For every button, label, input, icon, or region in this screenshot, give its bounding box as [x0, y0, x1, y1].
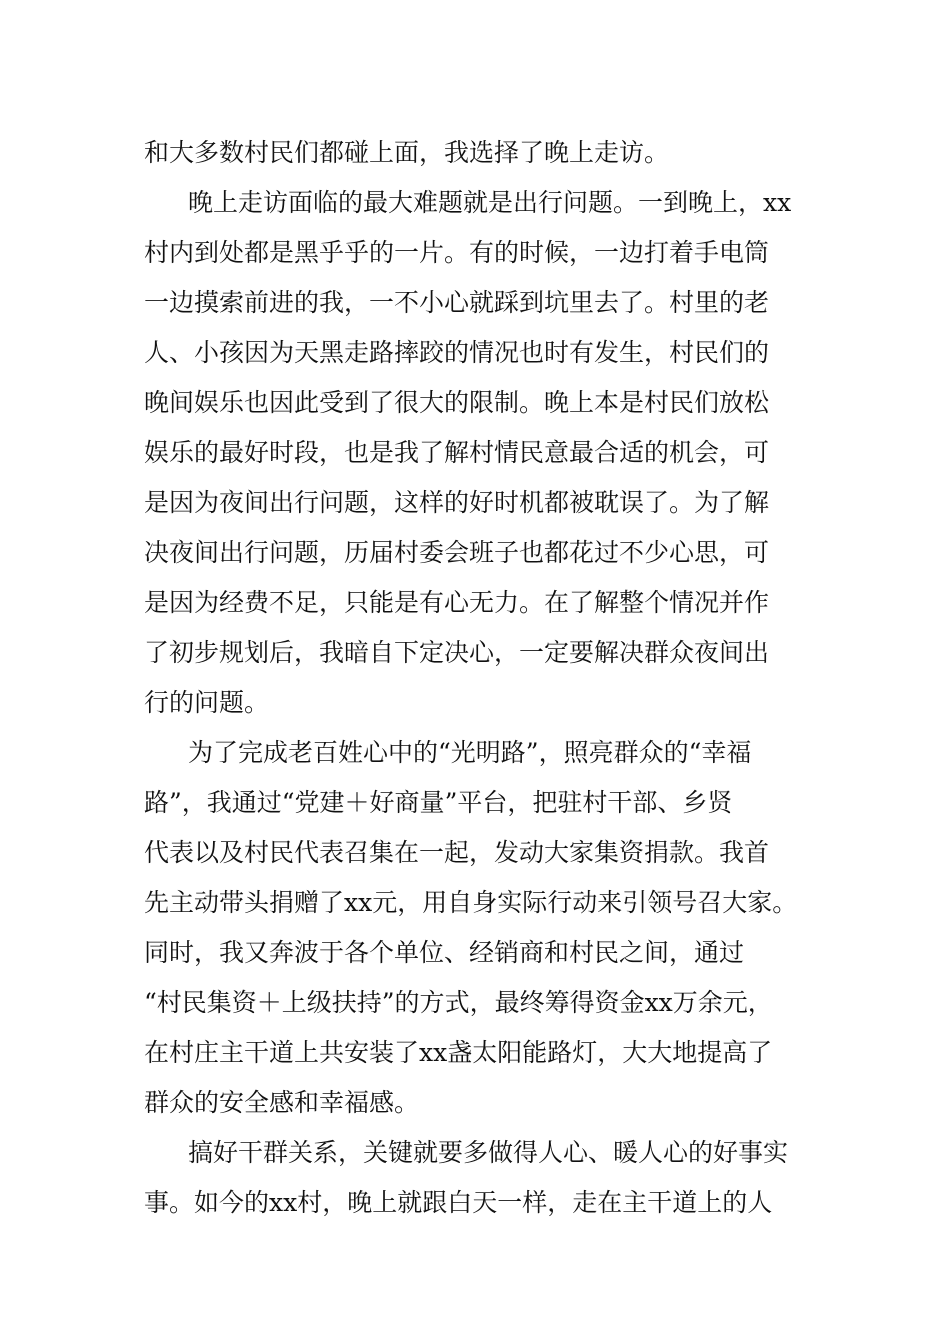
- text-line: 行的问题。: [144, 688, 270, 717]
- text-line: 晚间娱乐也因此受到了很大的限制。晚上本是村民们放松: [144, 388, 770, 417]
- text-line: 人、小孩因为天黑走路摔跤的情况也时有发生，村民们的: [144, 338, 770, 367]
- text-line: 村内到处都是黑乎乎的一片。有的时候，一边打着手电筒: [144, 238, 770, 267]
- paragraph-start-line: 晚上走访面临的最大难题就是出行问题。一到晚上，xx: [188, 188, 792, 217]
- text-line: 了初步规划后，我暗自下定决心，一定要解决群众夜间出: [144, 638, 770, 667]
- text-line: 决夜间出行问题，历届村委会班子也都花过不少心思，可: [144, 538, 770, 567]
- text-line: 群众的安全感和幸福感。: [144, 1088, 420, 1117]
- text-line: 事。如今的xx村，晚上就跟白天一样，走在主干道上的人: [144, 1188, 773, 1217]
- text-line: “村民集资＋上级扶持”的方式，最终筹得资金xx万余元，: [144, 988, 773, 1017]
- text-line: 在村庄主干道上共安装了xx盏太阳能路灯，大大地提高了: [144, 1038, 773, 1067]
- text-line: 同时，我又奔波于各个单位、经销商和村民之间，通过: [144, 938, 745, 967]
- paragraph-start-line: 为了完成老百姓心中的“光明路”，照亮群众的“幸福: [188, 738, 752, 767]
- text-line: 一边摸索前进的我，一不小心就踩到坑里去了。村里的老: [144, 288, 770, 317]
- text-line: 和大多数村民们都碰上面，我选择了晚上走访。: [144, 138, 670, 167]
- text-line: 路”，我通过“党建＋好商量”平台，把驻村干部、乡贤: [144, 788, 733, 817]
- text-line: 代表以及村民代表召集在一起，发动大家集资捐款。我首: [144, 838, 770, 867]
- text-line: 娱乐的最好时段，也是我了解村情民意最合适的机会，可: [144, 438, 770, 467]
- text-line: 先主动带头捐赠了xx元，用自身实际行动来引领号召大家。: [144, 888, 798, 917]
- paragraph-start-line: 搞好干群关系，关键就要多做得人心、暖人心的好事实: [188, 1138, 789, 1167]
- document-body: [144, 128, 824, 1228]
- text-line: 是因为经费不足，只能是有心无力。在了解整个情况并作: [144, 588, 770, 617]
- text-line: 是因为夜间出行问题，这样的好时机都被耽误了。为了解: [144, 488, 770, 517]
